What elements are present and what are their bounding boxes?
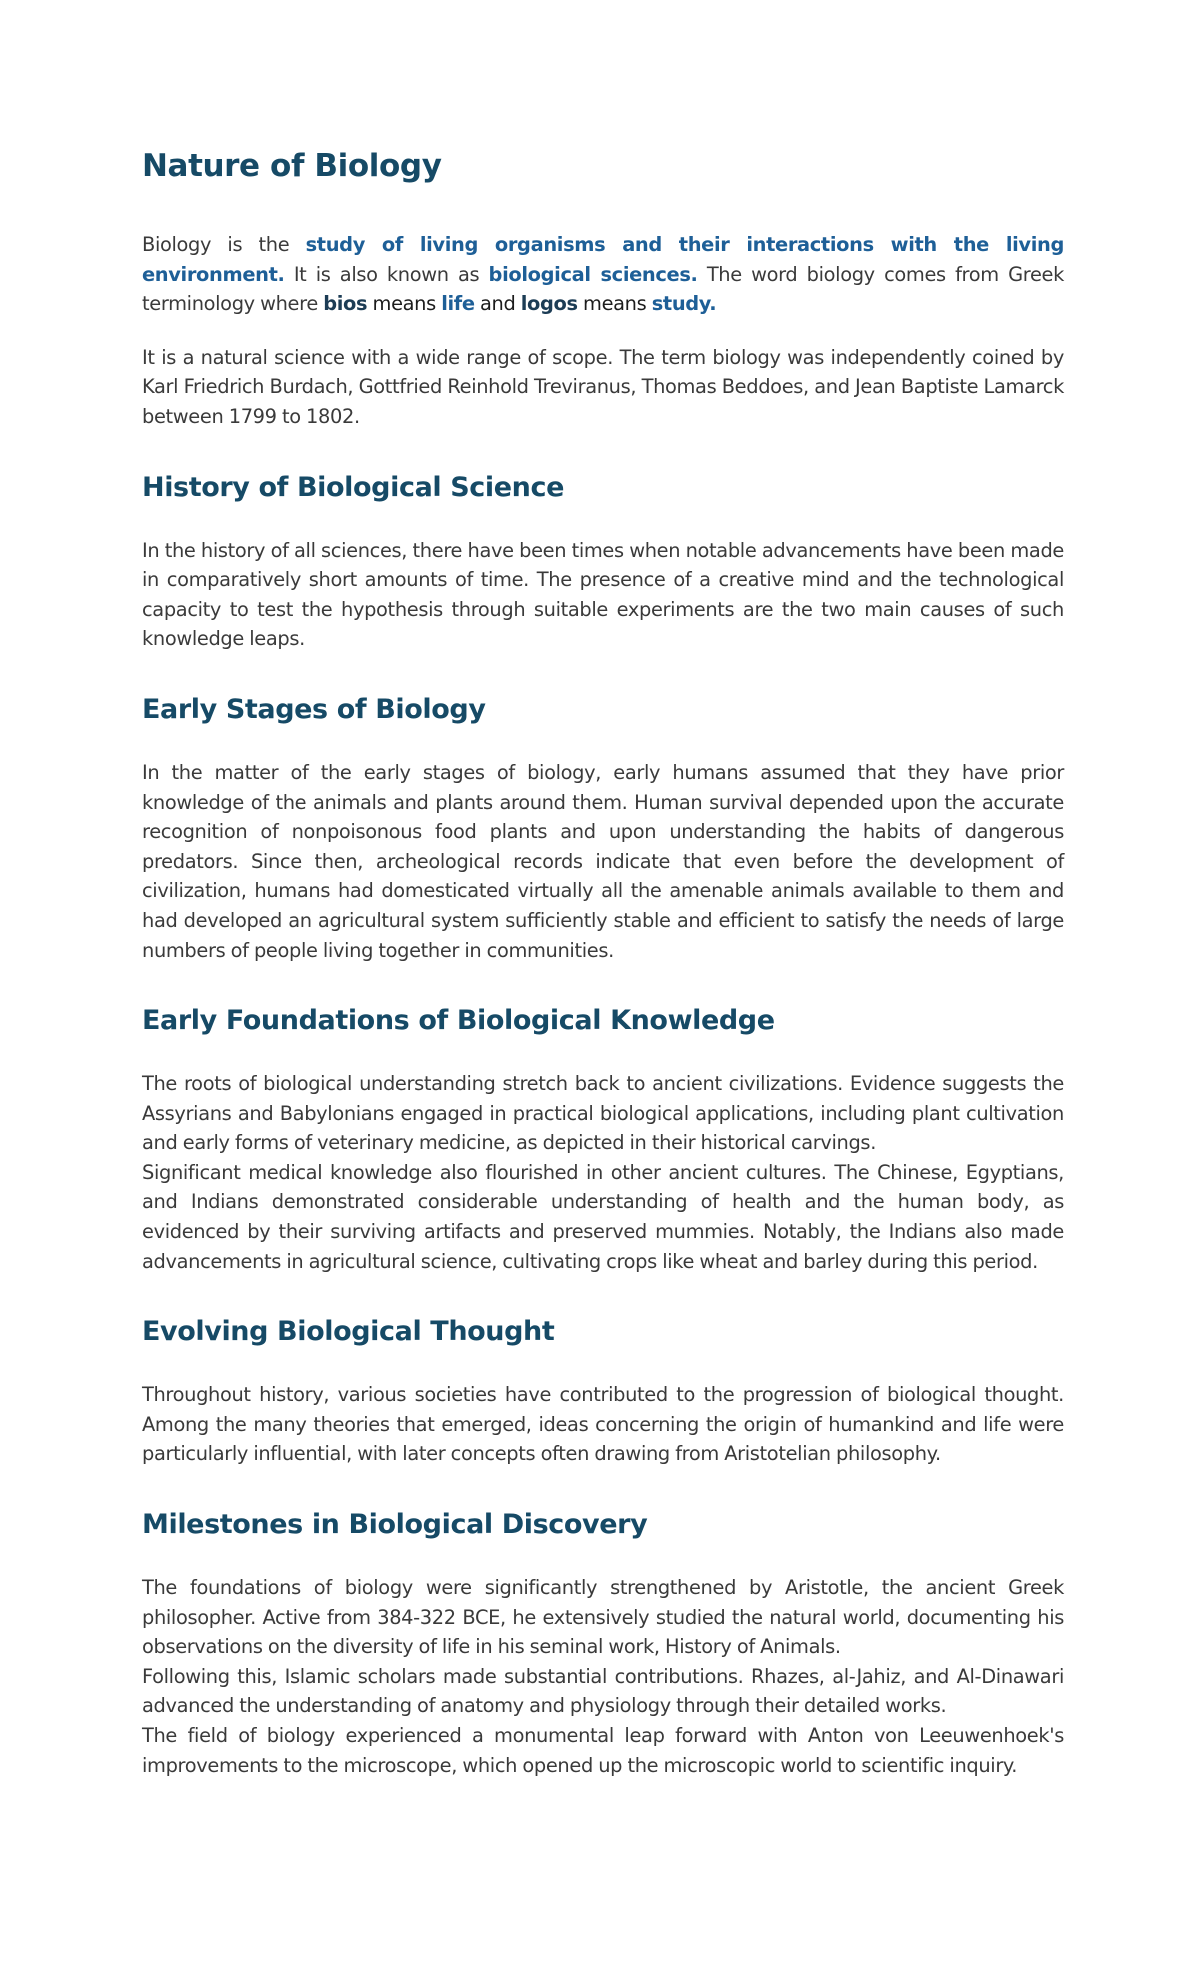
section-heading: Early Stages of Biology [142,693,486,725]
nature-paragraph-1 [142,230,1064,319]
text-run: means [577,292,652,316]
foundations-paragraph-2: Significant medical knowledge also flourished in other ancient cultures. The Chinese, Egyptians, and Indians demonstrated considerable understanding of health and the human body, as evidenced by their surviving artifacts and preserved mummies. Notably, the Indians also made advancements in agricultural science, cultivating crops like wheat and barley during this period. [142,1160,1064,1273]
section-heading: Milestones in Biological Discovery [142,1509,648,1541]
foundations-paragraph-1: The roots of biological understanding stretch back to ancient civilizations. Evidence suggests the Assyrians and Babylonians engaged in practical biological applications, including plant cultivation and early forms of veterinary medicine, as depicted in their historical carvings. [142,1072,1064,1155]
section-early-foundations [142,1001,1064,1276]
section-heading: Early Foundations of Biological Knowledge [142,1005,775,1037]
milestones-paragraph-2: Following this, Islamic scholars made substantial contributions. Rhazes, al-Jahiz, and Al-Dinawari advanced the understanding of anatomy and physiology through their detailed works. [142,1664,1064,1718]
highlight-study: study. [651,292,717,316]
section-history [142,468,1064,654]
highlight-definition: study of living organisms and their interactions with the living environment. [142,233,1064,286]
text-run: It is also known as [284,262,489,286]
page-title: Nature of Biology [142,148,442,184]
text-run: Biology is the [142,233,306,256]
text-run: means [367,292,442,316]
section-nature-of-biology [142,142,1064,432]
text-run: The word biology comes from Greek terminology where [142,262,1064,316]
section-early-stages [142,690,1064,965]
highlight-biological-sciences: biological sciences. [488,262,698,286]
highlight-life: life [441,292,475,316]
keyword-logos: logos [520,292,578,316]
text-run: and [474,292,521,316]
nature-paragraph-2: It is a natural science with a wide range of scope. The term biology was independently coined by Karl Friedrich Burdach, Gottfried Reinhold Treviranus, Thomas Beddoes, and Jean Baptiste Lamarck between 1799 to 1802. [142,345,1064,428]
section-heading: Evolving Biological Thought [142,1316,555,1348]
history-paragraph: In the history of all sciences, there have been times when notable advancements have been made in comparatively short amounts of time. The presence of a creative mind and the technological capacity to test the hypothesis through suitable experiments are the two main causes of such knowledge leaps. [142,538,1064,651]
milestones-paragraph-3: The field of biology experienced a monumental leap forward with Anton von Leeuwenhoek's improvements to the microscope, which opened up the microscopic world to scientific inquiry. [142,1724,1064,1777]
keyword-bios: bios [323,292,368,316]
early-stages-paragraph: In the matter of the early stages of biology, early humans assumed that they have prior knowledge of the animals and plants around them. Human survival depended upon the accurate recognition of nonpoisonous food plants and upon understanding the habits of dangerous predators. Since then, archeological records indicate that even before the development of civilization, humans had domesticated virtually all the amenable animals available to them and had developed an agricultural system sufficiently stable and efficient to satisfy the needs of large numbers of people living together in communities. [142,760,1064,962]
milestones-paragraph-1: The foundations of biology were significantly strengthened by Aristotle, the ancient Greek philosopher. Active from 384-322 BCE, he extensively studied the natural world, documenting his observations on the diversity of life in his seminal work, History of Animals. [142,1576,1064,1659]
section-heading: History of Biological Science [142,471,564,503]
section-milestones [142,1505,1064,1780]
section-evolving-thought [142,1312,1064,1469]
document-page [142,142,1064,1780]
evolving-paragraph: Throughout history, various societies have contributed to the progression of biological thought. Among the many theories that emerged, ideas concerning the origin of humankind and life were particularly influential, with later concepts often drawing from Aristotelian philosophy. [142,1383,1064,1466]
